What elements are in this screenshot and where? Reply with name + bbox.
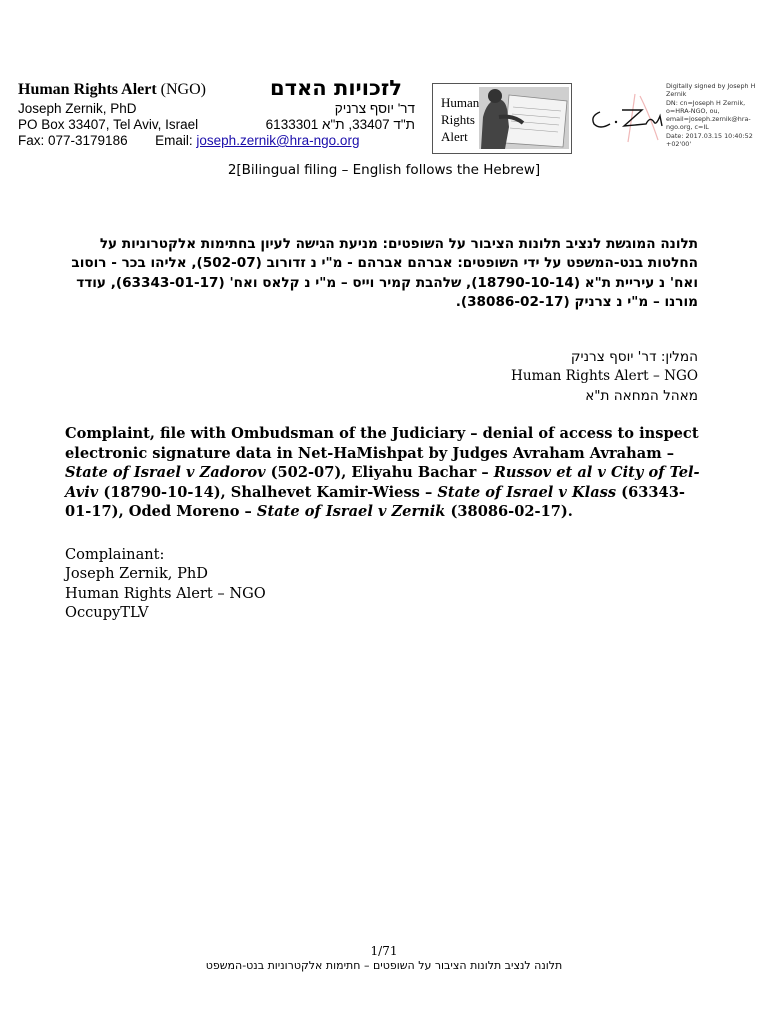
- bilingual-note: 2[Bilingual filing – English follows the Hebrew]: [227, 162, 541, 178]
- author-name-he: דר' יוסף צרניק: [334, 101, 415, 116]
- contact-line: [18, 133, 359, 148]
- email-label: Email:: [155, 133, 193, 148]
- logo-text: Human Rights Alert: [441, 95, 480, 144]
- hebrew-signoff: [511, 348, 698, 406]
- signoff-line-2: Human Rights Alert – NGO: [511, 368, 698, 385]
- page-footer: תלונה לנציב תלונות הציבור על השופטים – חתימות אלקטרוניות בנט-המשפט: [205, 959, 563, 972]
- signoff-line-3: מאהל המחאה ת"א: [585, 387, 698, 404]
- hebrew-complaint-paragraph: תלונה המוגשת לנציב תלונות הציבור על השופטים: מניעת הגישה לעיון בחתימות אלקטרוניות על החלטות בנט-המשפט על ידי השופטים: אברהם אברהם - מ"י נ זדורוב (502-07), אליהו בכר - רוסוב ואח' נ עיריית ת"א (18790-10-14), שלהבת קמיר וייס – מ"י נ קלאס ואח' (63343-01-17), עודד מורנו – מ"י נ צרניק (38086-02-17).: [71, 236, 698, 311]
- signoff-line-1: המלין: דר' יוסף צרניק: [570, 349, 698, 365]
- hra-logo: [432, 83, 572, 154]
- org-name-en: Human Rights Alert (NGO): [18, 81, 206, 98]
- org-name-he: לזכויות האדם: [270, 76, 402, 100]
- handwritten-signature: [580, 86, 670, 146]
- address-en: PO Box 33407, Tel Aviv, Israel: [18, 117, 199, 132]
- logo-photo-image: [479, 87, 569, 149]
- fax-number: Fax: 077-3179186: [18, 133, 128, 148]
- complainant-block: [65, 545, 266, 622]
- page-number: 1/71: [370, 944, 398, 958]
- digital-signature-details: Digitally signed by Joseph H Zernik DN: cn=Joseph H Zernik, o=HRA-NGO, ou, email=joseph.zernik@hra- ngo.org, c=IL Date: 2017.03.15 10:40:52 +02'00': [666, 82, 756, 149]
- english-complaint-paragraph: Complaint, file with Ombudsman of the Judiciary – denial of access to inspect electronic signature data in Net-HaMishpat by Judges Avraham Avraham – State of Israel v Zadorov (502-07), Eliyahu Bachar – Russov et al v City of Tel-Aviv (18790-10-14), Shalhevet Kamir-Wiess – State of Israel v Klass (63343-01-17), Oded Moreno – State of Israel v Zernik (38086-02-17).: [65, 425, 700, 521]
- complainant-label: Complainant:: [65, 546, 165, 563]
- complainant-org: Human Rights Alert – NGO: [65, 584, 266, 602]
- address-he: ת"ד 33407, ת"א 6133301: [265, 117, 415, 132]
- author-name-en: Joseph Zernik, PhD: [18, 101, 137, 116]
- email-link[interactable]: joseph.zernik@hra-ngo.org: [196, 133, 360, 148]
- complainant-group: OccupyTLV: [65, 603, 149, 621]
- complainant-name: Joseph Zernik, PhD: [65, 565, 209, 583]
